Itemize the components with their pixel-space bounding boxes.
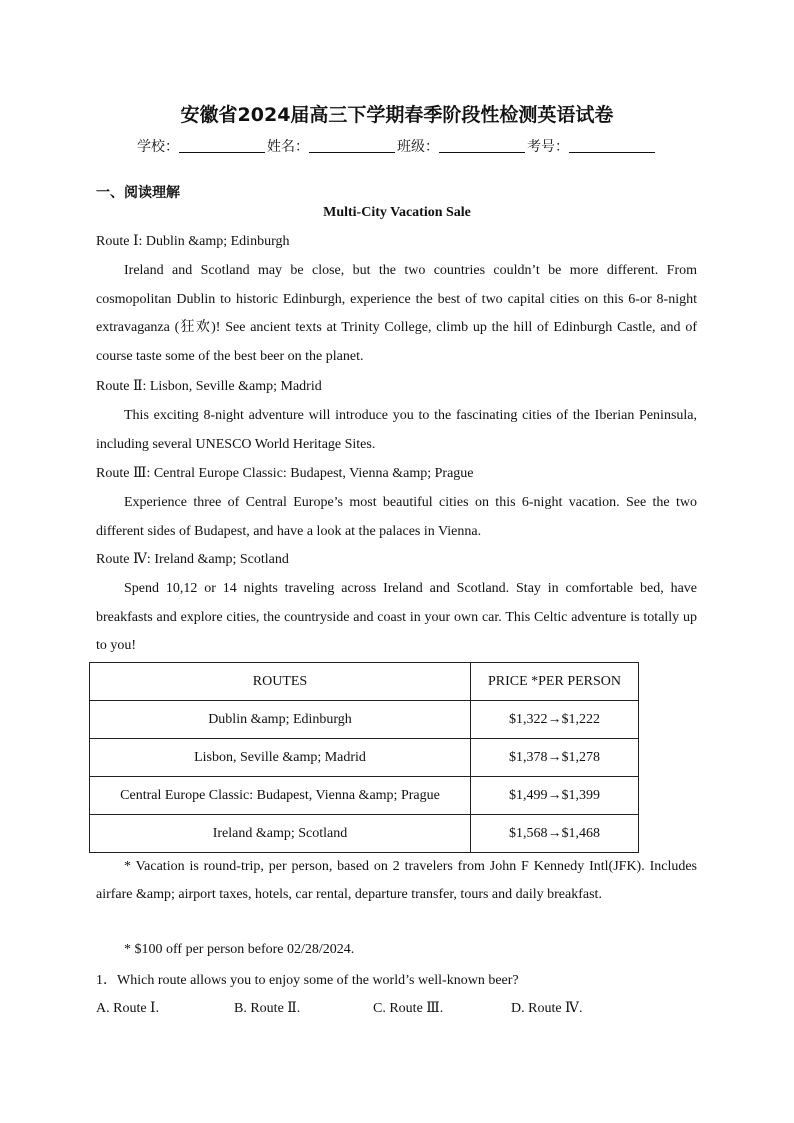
table-row bbox=[90, 701, 639, 739]
exam-number-blank[interactable] bbox=[569, 138, 655, 153]
exam-title: 安徽省2024届高三下学期春季阶段性检测英语试卷 bbox=[180, 104, 614, 126]
route-4-heading: Route Ⅳ: Ireland &amp; Scotland bbox=[96, 552, 289, 567]
price-cell: $1,499→$1,399 bbox=[471, 777, 639, 815]
column-header-routes: ROUTES bbox=[90, 663, 471, 701]
footnote-vacation: * Vacation is round-trip, per person, based on 2 travelers from John F Kennedy Intl(JFK). Includes airfare &amp; airport taxes, hotels, car rental, departure transfer, tours and daily breakfast. bbox=[96, 859, 697, 902]
student-info-line bbox=[0, 136, 794, 156]
school-blank[interactable] bbox=[179, 138, 265, 153]
option-b[interactable]: B. Route Ⅱ. bbox=[234, 1001, 301, 1016]
route-cell: Central Europe Classic: Budapest, Vienna &amp; Prague bbox=[90, 777, 471, 815]
route-3-description: Experience three of Central Europe’s most beautiful cities on this 6-night vacation. See the two different sides of Budapest, and have a look at the palaces in Vienna. bbox=[96, 495, 697, 539]
route-1-description: Ireland and Scotland may be close, but the two countries couldn’t be more different. From cosmopolitan Dublin to historic Edinburgh, experience the best of two capital cities on this 6-or 8-night extravaganza (狂欢)! See ancient texts at Trinity College, climb up the hill of Edinburgh Castle, and of course taste some of the best beer on the planet. bbox=[96, 263, 697, 364]
passage-title: Multi-City Vacation Sale bbox=[323, 205, 471, 220]
school-label: 学校： bbox=[137, 139, 179, 155]
route-1-heading: Route Ⅰ: Dublin &amp; Edinburgh bbox=[96, 234, 290, 249]
route-4-description: Spend 10,12 or 14 nights traveling across Ireland and Scotland. Stay in comfortable bed, have breakfasts and explore cities, the countryside and coast in your own car. This Celtic adventure is totally up to you! bbox=[96, 581, 697, 653]
price-table bbox=[89, 662, 639, 853]
route-cell: Dublin &amp; Edinburgh bbox=[90, 701, 471, 739]
column-header-price: PRICE *PER PERSON bbox=[471, 663, 639, 701]
option-a[interactable]: A. Route Ⅰ. bbox=[96, 1001, 160, 1016]
option-d[interactable]: D. Route Ⅳ. bbox=[511, 1001, 583, 1016]
route-2-heading: Route Ⅱ: Lisbon, Seville &amp; Madrid bbox=[96, 379, 322, 394]
table-row bbox=[90, 815, 639, 853]
price-cell: $1,322→$1,222 bbox=[471, 701, 639, 739]
footnote-discount: * $100 off per person before 02/28/2024. bbox=[124, 942, 355, 957]
price-cell: $1,568→$1,468 bbox=[471, 815, 639, 853]
table-row bbox=[90, 777, 639, 815]
table-row bbox=[90, 739, 639, 777]
route-cell: Ireland &amp; Scotland bbox=[90, 815, 471, 853]
section-heading: 一、阅读理解 bbox=[96, 185, 180, 201]
option-c[interactable]: C. Route Ⅲ. bbox=[373, 1001, 444, 1016]
question-1-stem: 1．Which route allows you to enjoy some of the world’s well-known beer? bbox=[96, 973, 519, 988]
route-cell: Lisbon, Seville &amp; Madrid bbox=[90, 739, 471, 777]
route-3-heading: Route Ⅲ: Central Europe Classic: Budapest, Vienna &amp; Prague bbox=[96, 466, 474, 481]
class-blank[interactable] bbox=[439, 138, 525, 153]
class-label: 班级： bbox=[397, 139, 439, 155]
price-cell: $1,378→$1,278 bbox=[471, 739, 639, 777]
route-2-description: This exciting 8-night adventure will introduce you to the fascinating cities of the Iberian Peninsula, including several UNESCO World Heritage Sites. bbox=[96, 408, 697, 452]
table-header-row bbox=[90, 663, 639, 701]
exam-number-label: 考号： bbox=[527, 139, 569, 155]
name-blank[interactable] bbox=[309, 138, 395, 153]
name-label: 姓名： bbox=[267, 139, 309, 155]
